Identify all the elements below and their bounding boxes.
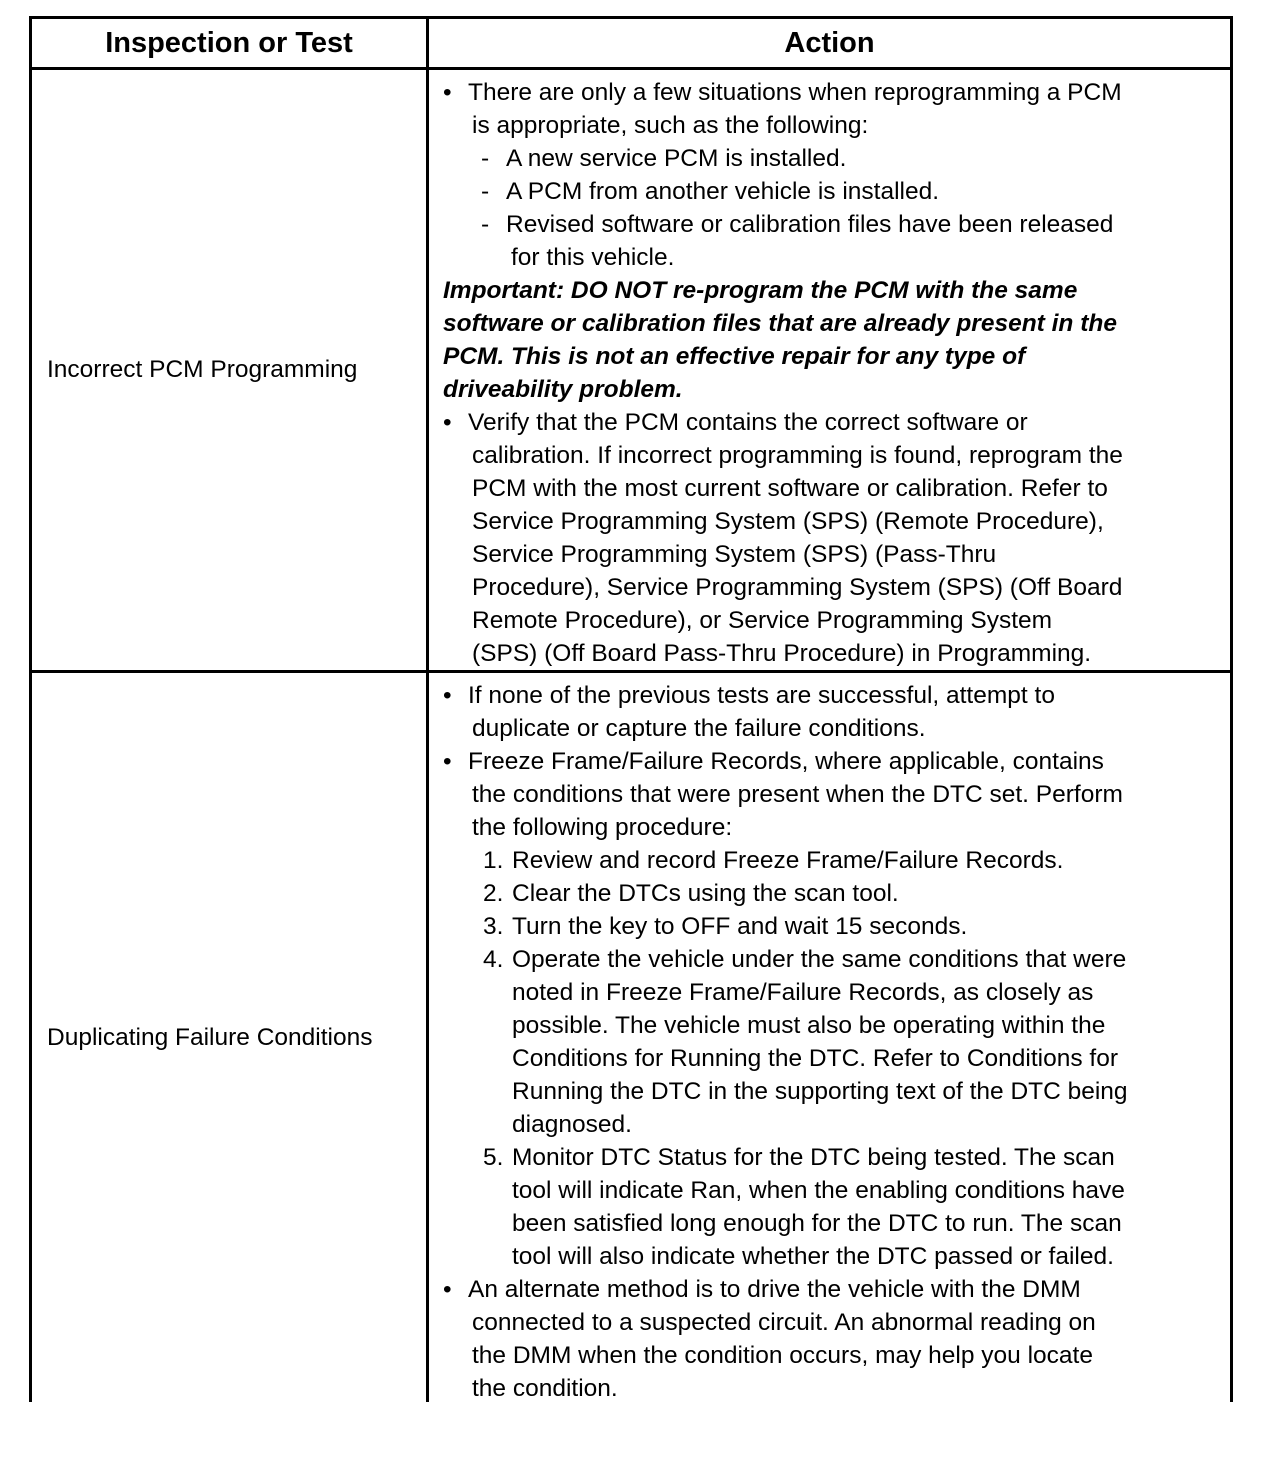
line-text: Important: DO NOT re-program the PCM with the same [443, 277, 1078, 304]
line-text: Freeze Frame/Failure Records, where applicable, contains [468, 748, 1104, 775]
action-line [443, 1372, 1230, 1402]
dash-marker: - [481, 145, 490, 172]
line-text: the DMM when the condition occurs, may help you locate [472, 1342, 1093, 1369]
action-line [443, 538, 1230, 571]
line-text: An alternate method is to drive the vehicle with the DMM [468, 1276, 1081, 1303]
action-line [443, 976, 1230, 1009]
step-number: 5. [483, 1144, 504, 1171]
line-text: noted in Freeze Frame/Failure Records, as closely as [512, 979, 1094, 1006]
step-number: 3. [483, 913, 504, 940]
action-line [443, 1240, 1230, 1273]
action-line [443, 1306, 1230, 1339]
action-line [443, 571, 1230, 604]
action-line [443, 208, 1230, 241]
line-text: PCM. This is not an effective repair for any type of [443, 343, 1026, 370]
action-cell [429, 70, 1230, 670]
action-line [443, 778, 1230, 811]
bullet-icon: • [443, 79, 452, 106]
action-line [443, 910, 1230, 943]
line-text: Remote Procedure), or Service Programming System [472, 607, 1053, 634]
action-line [443, 745, 1230, 778]
line-text: Revised software or calibration files have been released [506, 211, 1114, 238]
line-text: diagnosed. [512, 1111, 632, 1138]
header-action: Action [784, 26, 875, 59]
dash-marker: - [481, 178, 490, 205]
line-text: A new service PCM is installed. [506, 145, 847, 172]
action-line [443, 943, 1230, 976]
step-number: 4. [483, 946, 504, 973]
action-line [443, 811, 1230, 844]
step-number: 1. [483, 847, 504, 874]
line-text: If none of the previous tests are successful, attempt to [468, 682, 1055, 709]
line-text: Turn the key to OFF and wait 15 seconds. [512, 913, 968, 940]
line-text: the condition. [472, 1375, 618, 1402]
line-text: Conditions for Running the DTC. Refer to Conditions for [512, 1045, 1118, 1072]
line-text: Service Programming System (SPS) (Remote Procedure), [472, 508, 1104, 535]
bullet-icon: • [443, 748, 452, 775]
action-line [443, 679, 1230, 712]
header-row [32, 19, 1230, 70]
table-row [32, 70, 1230, 673]
action-line [443, 1273, 1230, 1306]
action-line [443, 1174, 1230, 1207]
bullet-icon: • [443, 1276, 452, 1303]
important-note-line [443, 340, 1230, 373]
line-text: for this vehicle. [511, 244, 675, 271]
action-line [443, 1141, 1230, 1174]
line-text: PCM with the most current software or calibration. Refer to [472, 475, 1108, 502]
line-text: duplicate or capture the failure conditions. [472, 715, 926, 742]
line-text: (SPS) (Off Board Pass-Thru Procedure) in Programming. [472, 640, 1092, 667]
line-text: Verify that the PCM contains the correct software or [468, 409, 1028, 436]
action-cell [429, 673, 1230, 1402]
action-line [443, 1339, 1230, 1372]
action-line [443, 472, 1230, 505]
line-text: software or calibration files that are already present in the [443, 310, 1117, 337]
important-note-line [443, 373, 1230, 406]
action-line [443, 505, 1230, 538]
action-line [443, 142, 1230, 175]
step-number: 2. [483, 880, 504, 907]
bullet-icon: • [443, 409, 452, 436]
line-text: possible. The vehicle must also be operating within the [512, 1012, 1106, 1039]
line-text: is appropriate, such as the following: [472, 112, 869, 139]
action-line [443, 712, 1230, 745]
header-inspection: Inspection or Test [32, 19, 429, 67]
action-line [443, 439, 1230, 472]
line-text: Procedure), Service Programming System (SPS) (Off Board [472, 574, 1123, 601]
line-text: the following procedure: [472, 814, 733, 841]
action-line [443, 1042, 1230, 1075]
line-text: connected to a suspected circuit. An abnormal reading on [472, 1309, 1096, 1336]
line-text: A PCM from another vehicle is installed. [506, 178, 940, 205]
action-line [443, 1009, 1230, 1042]
action-line [443, 241, 1230, 274]
line-text: Monitor DTC Status for the DTC being tested. The scan [512, 1144, 1115, 1171]
line-text: Operate the vehicle under the same conditions that were [512, 946, 1127, 973]
bullet-icon: • [443, 682, 452, 709]
action-line [443, 175, 1230, 208]
line-text: Service Programming System (SPS) (Pass-Thru [472, 541, 997, 568]
important-note-line [443, 307, 1230, 340]
inspection-cell [32, 70, 429, 670]
important-note-line [443, 274, 1230, 307]
line-text: Clear the DTCs using the scan tool. [512, 880, 899, 907]
inspection-cell [32, 673, 429, 1402]
line-text: the conditions that were present when the DTC set. Perform [472, 781, 1123, 808]
action-line [443, 109, 1230, 142]
diagnostic-table [29, 16, 1233, 1402]
action-line [443, 844, 1230, 877]
line-text: been satisfied long enough for the DTC to run. The scan [512, 1210, 1122, 1237]
action-line [443, 76, 1230, 109]
line-text: tool will indicate Ran, when the enabling conditions have [512, 1177, 1125, 1204]
action-line [443, 637, 1230, 670]
line-text: calibration. If incorrect programming is found, reprogram the [472, 442, 1123, 469]
dash-marker: - [481, 211, 490, 238]
line-text: Review and record Freeze Frame/Failure Records. [512, 847, 1064, 874]
table-row [32, 673, 1230, 1402]
inspection-label: Duplicating Failure Conditions [47, 1023, 373, 1051]
line-text: There are only a few situations when reprogramming a PCM [468, 79, 1122, 106]
inspection-label: Incorrect PCM Programming [47, 356, 358, 383]
action-line [443, 406, 1230, 439]
action-line [443, 1075, 1230, 1108]
action-line [443, 1108, 1230, 1141]
action-line [443, 604, 1230, 637]
line-text: driveability problem. [443, 376, 683, 403]
action-line [443, 1207, 1230, 1240]
line-text: tool will also indicate whether the DTC passed or failed. [512, 1243, 1114, 1270]
line-text: Running the DTC in the supporting text of the DTC being [512, 1078, 1128, 1105]
action-line [443, 877, 1230, 910]
